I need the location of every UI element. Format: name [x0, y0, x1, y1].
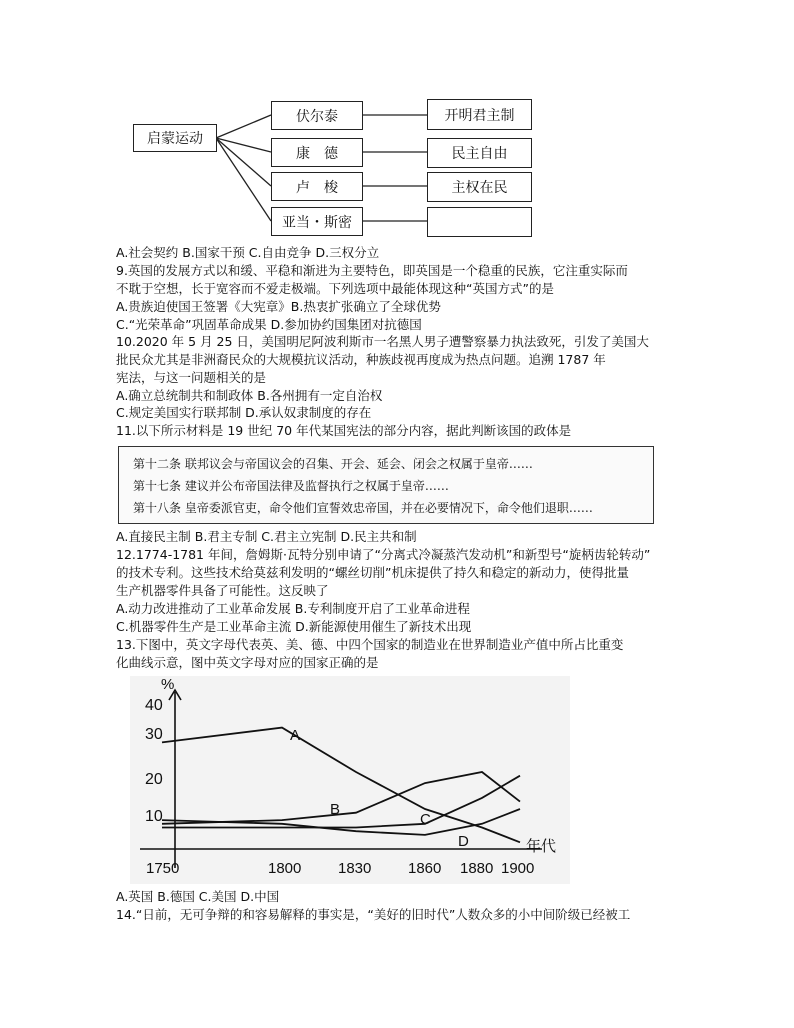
q11-material-line: 第十二条 联邦议会与帝国议会的召集、开会、延会、闭会之权属于皇帝……	[133, 457, 533, 471]
q11-options: A.直接民主制 B.君主专制 C.君主立宪制 D.民主共和制	[116, 529, 417, 544]
q9-stem-line: 不耽于空想，长于宽容而不爱走极端。下列选项中最能体现这种“英国方式”的是	[116, 281, 554, 296]
y-tick-label: 20	[145, 771, 163, 788]
q8-options: A.社会契约 B.国家干预 C.自由竞争 D.三权分立	[116, 245, 380, 260]
q10-stem-line: 10.2020 年 5 月 25 日，美国明尼阿波利斯市一名黑人男子遭警察暴力执法致死，引发了美国大	[116, 334, 649, 349]
y-axis-unit: %	[161, 676, 175, 693]
diagram-person-box: 亚当・斯密	[271, 207, 363, 236]
y-tick-label: 10	[145, 808, 163, 825]
series-label-a: A	[290, 727, 301, 744]
q12-option-line: C.机器零件生产是工业革命主流 D.新能源使用催生了新技术出现	[116, 619, 472, 634]
y-tick-label: 30	[145, 726, 163, 743]
diagram-person-box: 卢 梭	[271, 172, 363, 201]
q13-stem-line: 13.下图中，英文字母代表英、美、德、中四个国家的制造业在世界制造业产值中所占比重变	[116, 637, 624, 652]
series-label-c: C	[420, 811, 431, 828]
q11-material-box	[118, 446, 654, 524]
q12-stem-line: 生产机器零件具备了可能性。这反映了	[116, 583, 329, 598]
q9-stem-line: 9.英国的发展方式以和缓、平稳和渐进为主要特色，即英国是一个稳重的民族，它注重实际而	[116, 263, 628, 278]
diagram-idea-box: 开明君主制	[427, 99, 532, 130]
diagram-idea-box: 民主自由	[427, 138, 532, 168]
x-axis-unit: 年代	[526, 838, 557, 855]
q14-stem: 14.“日前，无可争辩的和容易解释的事实是，“美好的旧时代”人数众多的小中间阶级已经被工	[116, 907, 631, 922]
x-tick-label: 1830	[338, 860, 372, 877]
q13-options: A.英国 B.德国 C.美国 D.中国	[116, 889, 280, 904]
q12-stem-line: 12.1774-1781 年间，詹姆斯·瓦特分别申请了“分离式冷凝蒸汽发动机”和新型号“旋柄齿轮转动”	[116, 547, 651, 562]
q10-stem-line: 宪法，与这一问题相关的是	[116, 370, 267, 385]
q10-option-line: C.规定美国实行联邦制 D.承认奴隶制度的存在	[116, 405, 372, 420]
diagram-person-box: 康 德	[271, 138, 363, 167]
x-tick-label: 1880	[460, 860, 494, 877]
diagram-idea-box-blank	[427, 207, 532, 237]
x-tick-label: 1860	[408, 860, 442, 877]
diagram-idea-box: 主权在民	[427, 172, 532, 202]
diagram-connectors	[0, 0, 794, 250]
q12-option-line: A.动力改进推动了工业革命发展 B.专利制度开启了工业革命进程	[116, 601, 470, 616]
x-tick-label: 1800	[268, 860, 302, 877]
x-tick-label: 1900	[501, 860, 535, 877]
chart-background	[130, 676, 570, 884]
series-label-d: D	[458, 833, 469, 850]
q11-material-line: 第十七条 建议并公布帝国法律及监督执行之权属于皇帝……	[133, 479, 449, 493]
q12-stem-line: 的技术专利。这些技术给莫兹利发明的“螺丝切削”机床提供了持久和稳定的新动力，使得批量	[116, 565, 629, 580]
q13-stem-line: 化曲线示意，图中英文字母对应的国家正确的是	[116, 655, 379, 670]
x-tick-label: 1750	[146, 860, 180, 877]
q9-option-line: C.“光荣革命”巩固革命成果 D.参加协约国集团对抗德国	[116, 317, 422, 332]
series-label-b: B	[330, 801, 341, 818]
q10-option-line: A.确立总统制共和制政体 B.各州拥有一定自治权	[116, 388, 383, 403]
diagram-person-box: 伏尔泰	[271, 101, 363, 130]
y-tick-label: 40	[145, 697, 163, 714]
q11-material-line: 第十八条 皇帝委派官吏，命令他们宣誓效忠帝国，并在必要情况下，命令他们退职……	[133, 501, 593, 515]
q10-stem-line: 批民众尤其是非洲裔民众的大规模抗议活动，种族歧视再度成为热点问题。追溯 1787 年	[116, 352, 606, 367]
diagram-root-box: 启蒙运动	[133, 124, 217, 152]
q11-stem: 11.以下所示材料是 19 世纪 70 年代某国宪法的部分内容，据此判断该国的政体是	[116, 423, 572, 438]
q9-option-line: A.贵族迫使国王签署《大宪章》B.热衷扩张确立了全球优势	[116, 299, 441, 314]
